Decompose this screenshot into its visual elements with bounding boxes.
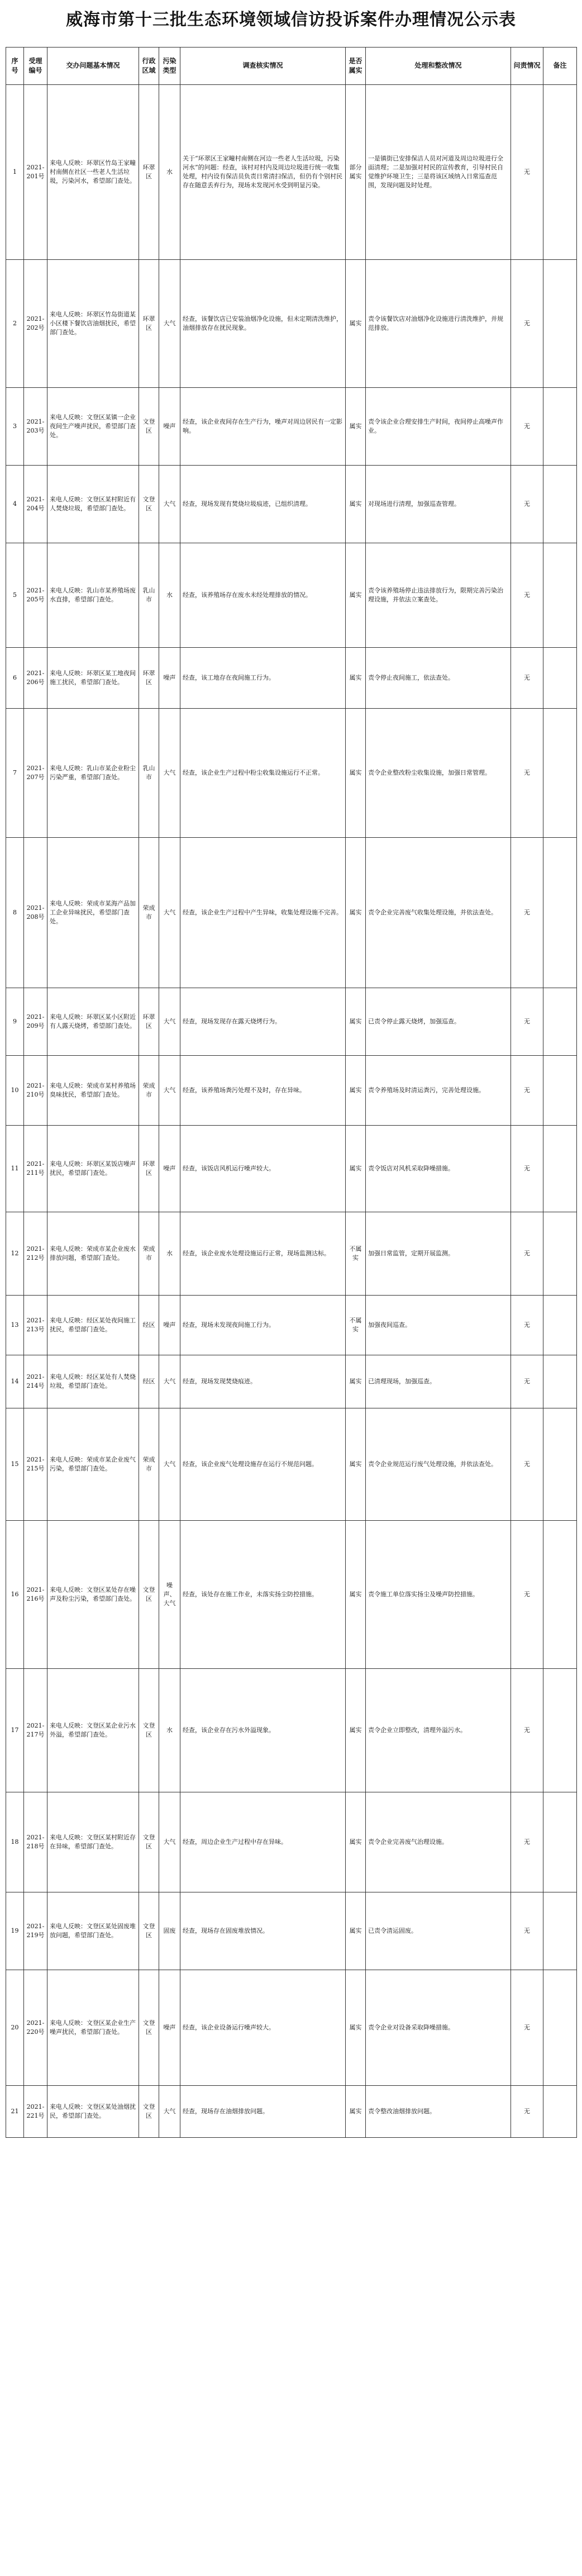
- case-id: 2021-202号: [24, 260, 47, 388]
- verified-status: 不属实: [346, 1212, 366, 1296]
- case-basic-info: 来电人反映：文登区某处存在噪声及粉尘污染，希望部门查处。: [47, 1521, 139, 1669]
- verified-status: 属实: [346, 648, 366, 709]
- pollution-type: 大气: [159, 260, 180, 388]
- remark: [543, 1792, 577, 1892]
- investigation-finding: 经查，该企业废气处理设施存在运行不规范问题。: [180, 1408, 346, 1521]
- row-number: 16: [6, 1521, 24, 1669]
- remark: [543, 1521, 577, 1669]
- handling-result: 责令企业完善废气治理设施。: [366, 1792, 511, 1892]
- handling-result: 责令企业立即整改，清理外溢污水。: [366, 1669, 511, 1792]
- header-cell: 处理和整改情况: [366, 48, 511, 85]
- case-id: 2021-220号: [24, 1970, 47, 2086]
- case-basic-info: 来电人反映：文登区某处固废堆放问题，希望部门查处。: [47, 1892, 139, 1970]
- header-cell: 序号: [6, 48, 24, 85]
- case-id: 2021-212号: [24, 1212, 47, 1296]
- row-number: 2: [6, 260, 24, 388]
- case-id: 2021-215号: [24, 1408, 47, 1521]
- case-district: 文登区: [139, 1669, 159, 1792]
- case-district: 文登区: [139, 1792, 159, 1892]
- table-row: [6, 1792, 577, 1892]
- remark: [543, 1408, 577, 1521]
- table-row: [6, 1408, 577, 1521]
- row-number: 4: [6, 466, 24, 543]
- case-district: 文登区: [139, 388, 159, 466]
- pollution-type: 水: [159, 1212, 180, 1296]
- accountability: 无: [511, 838, 543, 988]
- verified-status: 属实: [346, 1970, 366, 2086]
- table-row: [6, 85, 577, 260]
- case-basic-info: 来电人反映：文登区某处油烟扰民，希望部门查处。: [47, 2086, 139, 2138]
- investigation-finding: 经查，现场未发现夜间施工行为。: [180, 1296, 346, 1355]
- table-row: [6, 1892, 577, 1970]
- verified-status: 属实: [346, 838, 366, 988]
- pollution-type: 大气: [159, 1056, 180, 1126]
- remark: [543, 1126, 577, 1212]
- verified-status: 部分属实: [346, 85, 366, 260]
- investigation-finding: 经查，该饭店风机运行噪声较大。: [180, 1126, 346, 1212]
- investigation-finding: 关于“环翠区王家疃村南侧在河边一些老人生活垃圾，污染河水”的问题：经查，该村对村内及周边垃圾进行统一收集处理，村内设有保洁员负责日常清扫保洁，但仍有个别村民存在随意丢弃行为，现场未发现河水受到明显污染。: [180, 85, 346, 260]
- case-basic-info: 来电人反映：文登区某村附近有人焚烧垃圾，希望部门查处。: [47, 466, 139, 543]
- verified-status: 属实: [346, 260, 366, 388]
- handling-result: 已责令清运固废。: [366, 1892, 511, 1970]
- table-row: [6, 1056, 577, 1126]
- handling-result: 责令企业对设备采取降噪措施。: [366, 1970, 511, 2086]
- header-cell: 调查核实情况: [180, 48, 346, 85]
- accountability: 无: [511, 648, 543, 709]
- header-cell: 污染类型: [159, 48, 180, 85]
- pollution-type: 噪声: [159, 1126, 180, 1212]
- case-id: 2021-201号: [24, 85, 47, 260]
- accountability: 无: [511, 1126, 543, 1212]
- verified-status: 属实: [346, 988, 366, 1056]
- investigation-finding: 经查，该企业生产过程中粉尘收集设施运行不正常。: [180, 709, 346, 838]
- accountability: 无: [511, 1212, 543, 1296]
- case-basic-info: 来电人反映：经区某处有人焚烧垃圾，希望部门查处。: [47, 1355, 139, 1408]
- case-district: 经区: [139, 1296, 159, 1355]
- handling-result: 责令该餐饮店对油烟净化设施进行清洗维护，并规范排放。: [366, 260, 511, 388]
- case-district: 文登区: [139, 466, 159, 543]
- header-cell: 行政区域: [139, 48, 159, 85]
- pollution-type: 噪声: [159, 1970, 180, 2086]
- verified-status: 属实: [346, 543, 366, 648]
- handling-result: 对现场进行清理，加强巡查管理。: [366, 466, 511, 543]
- accountability: 无: [511, 1792, 543, 1892]
- investigation-finding: 经查，现场存在油烟排放问题。: [180, 2086, 346, 2138]
- case-id: 2021-216号: [24, 1521, 47, 1669]
- pollution-type: 大气: [159, 1792, 180, 1892]
- case-district: 乳山市: [139, 543, 159, 648]
- pollution-type: 固废: [159, 1892, 180, 1970]
- case-basic-info: 来电人反映：经区某处夜间施工扰民，希望部门查处。: [47, 1296, 139, 1355]
- row-number: 7: [6, 709, 24, 838]
- table-row: [6, 648, 577, 709]
- verified-status: 属实: [346, 1792, 366, 1892]
- case-basic-info: 来电人反映：乳山市某企业粉尘污染严重，希望部门查处。: [47, 709, 139, 838]
- table-row: [6, 466, 577, 543]
- case-district: 文登区: [139, 2086, 159, 2138]
- case-district: 荣成市: [139, 1212, 159, 1296]
- investigation-finding: 经查，现场发现有焚烧垃圾痕迹，已组织清理。: [180, 466, 346, 543]
- verified-status: 不属实: [346, 1296, 366, 1355]
- case-basic-info: 来电人反映：文登区某企业污水外溢，希望部门查处。: [47, 1669, 139, 1792]
- pollution-type: 噪声: [159, 648, 180, 709]
- case-id: 2021-219号: [24, 1892, 47, 1970]
- case-id: 2021-218号: [24, 1792, 47, 1892]
- handling-result: 已责令停止露天烧烤，加强巡查。: [366, 988, 511, 1056]
- case-basic-info: 来电人反映：荣成市某海产品加工企业异味扰民，希望部门查处。: [47, 838, 139, 988]
- case-basic-info: 来电人反映：文登区某企业生产噪声扰民，希望部门查处。: [47, 1970, 139, 2086]
- handling-result: 责令养殖场及时清运粪污，完善处理设施。: [366, 1056, 511, 1126]
- pollution-type: 大气: [159, 1355, 180, 1408]
- case-district: 文登区: [139, 1970, 159, 2086]
- investigation-finding: 经查，现场发现焚烧痕迹。: [180, 1355, 346, 1408]
- pollution-type: 大气: [159, 2086, 180, 2138]
- case-basic-info: 来电人反映：环翠区竹岛街道某小区楼下餐饮店油烟扰民，希望部门查处。: [47, 260, 139, 388]
- case-district: 乳山市: [139, 709, 159, 838]
- investigation-finding: 经查，该处存在施工作业，未落实扬尘防控措施。: [180, 1521, 346, 1669]
- verified-status: 属实: [346, 1126, 366, 1212]
- remark: [543, 1970, 577, 2086]
- case-id: 2021-208号: [24, 838, 47, 988]
- investigation-finding: 经查，该企业废水处理设施运行正常，现场监测达标。: [180, 1212, 346, 1296]
- handling-result: 责令整改油烟排放问题。: [366, 2086, 511, 2138]
- row-number: 9: [6, 988, 24, 1056]
- header-cell: 问责情况: [511, 48, 543, 85]
- table-row: [6, 1296, 577, 1355]
- table-row: [6, 543, 577, 648]
- verified-status: 属实: [346, 466, 366, 543]
- case-basic-info: 来电人反映：环翠区某工地夜间施工扰民，希望部门查处。: [47, 648, 139, 709]
- accountability: 无: [511, 1521, 543, 1669]
- verified-status: 属实: [346, 388, 366, 466]
- case-basic-info: 来电人反映：环翠区某小区附近有人露天烧烤，希望部门查处。: [47, 988, 139, 1056]
- investigation-finding: 经查，该企业生产过程中产生异味，收集处理设施不完善。: [180, 838, 346, 988]
- remark: [543, 1355, 577, 1408]
- remark: [543, 1296, 577, 1355]
- remark: [543, 988, 577, 1056]
- row-number: 12: [6, 1212, 24, 1296]
- accountability: 无: [511, 388, 543, 466]
- pollution-type: 大气: [159, 709, 180, 838]
- case-district: 荣成市: [139, 838, 159, 988]
- row-number: 10: [6, 1056, 24, 1126]
- investigation-finding: 经查，该企业设备运行噪声较大。: [180, 1970, 346, 2086]
- remark: [543, 543, 577, 648]
- accountability: 无: [511, 1970, 543, 2086]
- case-basic-info: 来电人反映：文登区某镇一企业夜间生产噪声扰民，希望部门查处。: [47, 388, 139, 466]
- table-row: [6, 2086, 577, 2138]
- remark: [543, 85, 577, 260]
- handling-result: 已清理现场，加强巡查。: [366, 1355, 511, 1408]
- table-row: [6, 1521, 577, 1669]
- case-district: 环翠区: [139, 648, 159, 709]
- table-row: [6, 260, 577, 388]
- investigation-finding: 经查，该企业存在污水外溢现象。: [180, 1669, 346, 1792]
- row-number: 18: [6, 1792, 24, 1892]
- case-district: 荣成市: [139, 1408, 159, 1521]
- case-table: [6, 47, 577, 2138]
- pollution-type: 水: [159, 85, 180, 260]
- handling-result: 责令企业规范运行废气处理设施，并依法查处。: [366, 1408, 511, 1521]
- remark: [543, 838, 577, 988]
- document-title: 威海市第十三批生态环境领域信访投诉案件办理情况公示表: [66, 10, 516, 30]
- case-id: 2021-206号: [24, 648, 47, 709]
- accountability: 无: [511, 988, 543, 1056]
- row-number: 11: [6, 1126, 24, 1212]
- verified-status: 属实: [346, 1892, 366, 1970]
- remark: [543, 466, 577, 543]
- table-row: [6, 1212, 577, 1296]
- case-basic-info: 来电人反映：环翠区某饭店噪声扰民，希望部门查处。: [47, 1126, 139, 1212]
- table-header-row: [6, 48, 577, 85]
- case-district: 环翠区: [139, 85, 159, 260]
- case-district: 经区: [139, 1355, 159, 1408]
- handling-result: 责令该养殖场停止违法排放行为，限期完善污染治理设施，并依法立案查处。: [366, 543, 511, 648]
- row-number: 6: [6, 648, 24, 709]
- investigation-finding: 经查，该企业夜间存在生产行为，噪声对周边居民有一定影响。: [180, 388, 346, 466]
- accountability: 无: [511, 85, 543, 260]
- verified-status: 属实: [346, 709, 366, 838]
- accountability: 无: [511, 709, 543, 838]
- remark: [543, 1892, 577, 1970]
- verified-status: 属实: [346, 1355, 366, 1408]
- case-district: 环翠区: [139, 988, 159, 1056]
- row-number: 1: [6, 85, 24, 260]
- row-number: 14: [6, 1355, 24, 1408]
- table-row: [6, 1970, 577, 2086]
- remark: [543, 1212, 577, 1296]
- case-district: 环翠区: [139, 260, 159, 388]
- investigation-finding: 经查，该养殖场存在废水未经处理排放的情况。: [180, 543, 346, 648]
- verified-status: 属实: [346, 2086, 366, 2138]
- pollution-type: 噪声: [159, 388, 180, 466]
- row-number: 19: [6, 1892, 24, 1970]
- header-cell: 受理编号: [24, 48, 47, 85]
- case-id: 2021-207号: [24, 709, 47, 838]
- case-district: 环翠区: [139, 1126, 159, 1212]
- accountability: 无: [511, 2086, 543, 2138]
- case-basic-info: 来电人反映：荣成市某企业废水排放问题，希望部门查处。: [47, 1212, 139, 1296]
- accountability: 无: [511, 1669, 543, 1792]
- pollution-type: 大气: [159, 466, 180, 543]
- remark: [543, 2086, 577, 2138]
- handling-result: 加强日常监管，定期开展监测。: [366, 1212, 511, 1296]
- remark: [543, 648, 577, 709]
- case-id: 2021-203号: [24, 388, 47, 466]
- handling-result: 加强夜间巡查。: [366, 1296, 511, 1355]
- pollution-type: 大气: [159, 838, 180, 988]
- investigation-finding: 经查，现场发现存在露天烧烤行为。: [180, 988, 346, 1056]
- case-id: 2021-209号: [24, 988, 47, 1056]
- row-number: 20: [6, 1970, 24, 2086]
- investigation-finding: 经查，该餐饮店已安装油烟净化设施，但未定期清洗维护，油烟排放存在扰民现象。: [180, 260, 346, 388]
- row-number: 8: [6, 838, 24, 988]
- remark: [543, 709, 577, 838]
- case-basic-info: 来电人反映：荣成市某企业废气污染，希望部门查处。: [47, 1408, 139, 1521]
- case-basic-info: 来电人反映：乳山市某养殖场废水直排，希望部门查处。: [47, 543, 139, 648]
- header-cell: 是否属实: [346, 48, 366, 85]
- row-number: 21: [6, 2086, 24, 2138]
- case-id: 2021-211号: [24, 1126, 47, 1212]
- table-row: [6, 1669, 577, 1792]
- table-row: [6, 838, 577, 988]
- accountability: 无: [511, 260, 543, 388]
- accountability: 无: [511, 466, 543, 543]
- verified-status: 属实: [346, 1408, 366, 1521]
- table-row: [6, 709, 577, 838]
- verified-status: 属实: [346, 1669, 366, 1792]
- row-number: 3: [6, 388, 24, 466]
- case-id: 2021-210号: [24, 1056, 47, 1126]
- handling-result: 一是镇街已安排保洁人员对河道及周边垃圾进行全面清理；二是加强对村民的宣传教育，引导村民自觉维护环境卫生；三是将该区域纳入日常巡查范围，发现问题及时处理。: [366, 85, 511, 260]
- handling-result: 责令企业整改粉尘收集设施，加强日常管理。: [366, 709, 511, 838]
- verified-status: 属实: [346, 1521, 366, 1669]
- table-row: [6, 988, 577, 1056]
- case-id: 2021-217号: [24, 1669, 47, 1792]
- case-basic-info: 来电人反映：荣成市某村养殖场臭味扰民，希望部门查处。: [47, 1056, 139, 1126]
- accountability: 无: [511, 1892, 543, 1970]
- table-row: [6, 388, 577, 466]
- row-number: 17: [6, 1669, 24, 1792]
- case-id: 2021-204号: [24, 466, 47, 543]
- case-district: 文登区: [139, 1521, 159, 1669]
- header-cell: 交办问题基本情况: [47, 48, 139, 85]
- pollution-type: 大气: [159, 1408, 180, 1521]
- case-district: 荣成市: [139, 1056, 159, 1126]
- header-cell: 备注: [543, 48, 577, 85]
- handling-result: 责令该企业合理安排生产时间，夜间停止高噪声作业。: [366, 388, 511, 466]
- accountability: 无: [511, 1056, 543, 1126]
- case-district: 文登区: [139, 1892, 159, 1970]
- investigation-finding: 经查，该工地存在夜间施工行为。: [180, 648, 346, 709]
- pollution-type: 水: [159, 1669, 180, 1792]
- pollution-type: 噪声: [159, 1296, 180, 1355]
- table-row: [6, 1126, 577, 1212]
- case-basic-info: 来电人反映：文登区某村附近存在异味，希望部门查处。: [47, 1792, 139, 1892]
- pollution-type: 噪声、大气: [159, 1521, 180, 1669]
- remark: [543, 260, 577, 388]
- accountability: 无: [511, 543, 543, 648]
- row-number: 15: [6, 1408, 24, 1521]
- remark: [543, 1669, 577, 1792]
- table-row: [6, 1355, 577, 1408]
- case-id: 2021-214号: [24, 1355, 47, 1408]
- row-number: 13: [6, 1296, 24, 1355]
- row-number: 5: [6, 543, 24, 648]
- handling-result: 责令饭店对风机采取降噪措施。: [366, 1126, 511, 1212]
- investigation-finding: 经查，现场存在固废堆放情况。: [180, 1892, 346, 1970]
- accountability: 无: [511, 1408, 543, 1521]
- handling-result: 责令停止夜间施工，依法查处。: [366, 648, 511, 709]
- case-basic-info: 来电人反映：环翠区竹岛王家疃村南侧在社区一些老人生活垃圾，污染河水，希望部门查处。: [47, 85, 139, 260]
- accountability: 无: [511, 1296, 543, 1355]
- handling-result: 责令施工单位落实扬尘及噪声防控措施。: [366, 1521, 511, 1669]
- case-id: 2021-205号: [24, 543, 47, 648]
- remark: [543, 1056, 577, 1126]
- handling-result: 责令企业完善废气收集处理设施，并依法查处。: [366, 838, 511, 988]
- investigation-finding: 经查，该养殖场粪污处理不及时，存在异味。: [180, 1056, 346, 1126]
- pollution-type: 大气: [159, 988, 180, 1056]
- remark: [543, 388, 577, 466]
- case-id: 2021-213号: [24, 1296, 47, 1355]
- case-id: 2021-221号: [24, 2086, 47, 2138]
- accountability: 无: [511, 1355, 543, 1408]
- verified-status: 属实: [346, 1056, 366, 1126]
- investigation-finding: 经查，周边企业生产过程中存在异味。: [180, 1792, 346, 1892]
- pollution-type: 水: [159, 543, 180, 648]
